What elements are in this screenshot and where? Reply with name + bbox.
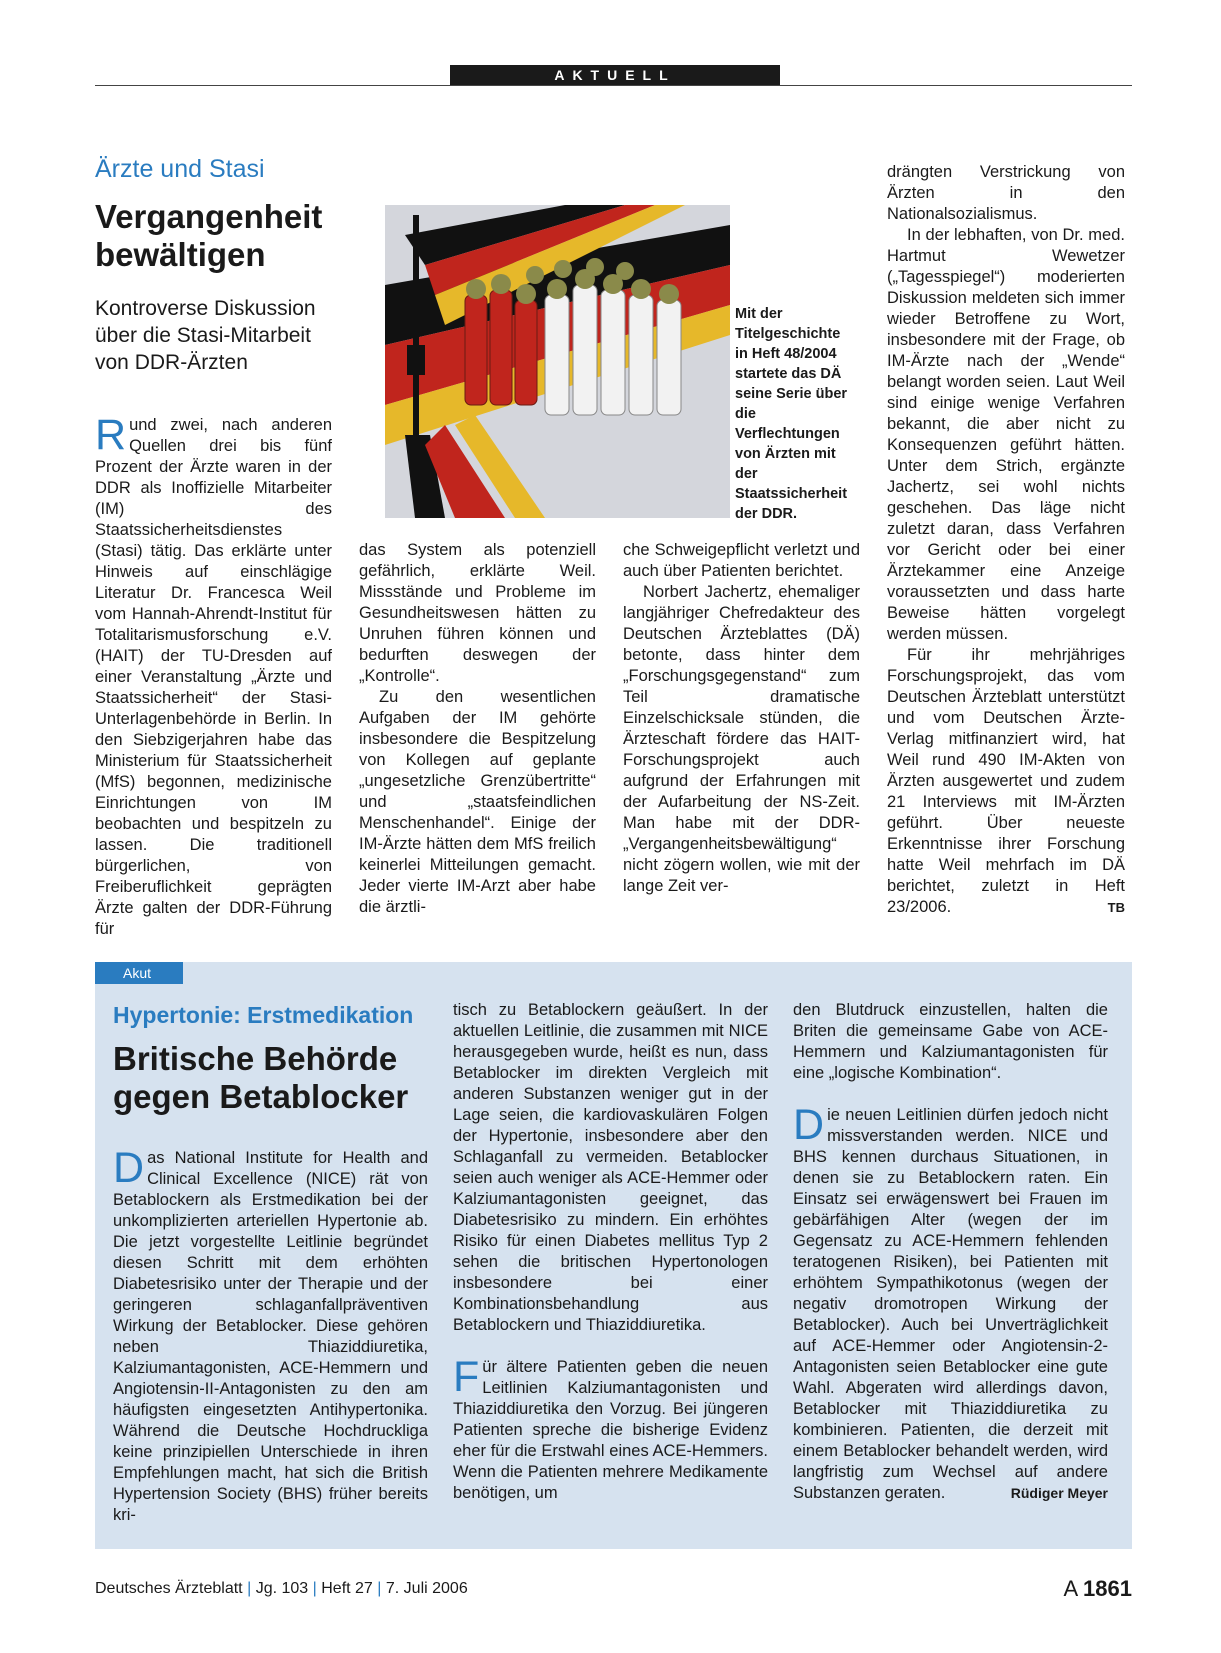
article2-dropcap-3: D	[793, 1101, 825, 1149]
article1-col2-p1: das System als potenziell gefährlich, erklärte Weil. Missstände und Probleme im Gesundheitswesen hätten zu Unruhen führen können und bedurften deswegen der „Kontrolle“.	[359, 541, 596, 685]
footer-journal: Deutsches Ärzteblatt	[95, 1580, 243, 1597]
image-caption: Mit der Titelgeschichte in Heft 48/2004 startete das DÄ seine Serie über die Verflechtungen von Ärzten mit der Staatssicherheit der DDR.	[735, 306, 848, 522]
stasi-illustration	[385, 205, 730, 518]
section-label: AKTUELL	[450, 65, 780, 86]
article2-col3-p2: ie neuen Leitlinien dürfen jedoch nicht missverstanden werden. NICE und BHS kennen durchaus Situationen, in denen sie zu Betablockern raten. Ein Einsatz sei erwägenswert bei Frauen im gebärfähigen Alter (wegen der im Gegensatz zu ACE-Hemmern fehlenden teratogenen Risiken), bei Patienten mit erhöhtem Sympathikotonus (wegen der negativ dromotropen Wirkung der Betablocker). Auch bei Unverträglichkeit auf ACE-Hemmer oder Angiotensin-2-Antagonisten seien Betablocker eine gute Wahl. Abgeraten wird allerdings davon, Betablocker mit Thiaziddiuretika zu kombinieren. Patienten, die derzeit mit einem Betablocker behandelt werden, wird langfristig zum Wechsel auf andere Substanzen geraten.	[793, 1106, 1108, 1502]
article1-column-4	[887, 162, 1125, 918]
article2-author: Rüdiger Meyer	[1010, 1485, 1108, 1501]
article2-column-3	[793, 1000, 1108, 1504]
article1-dropcap: R	[95, 411, 127, 459]
article2-col2-p1: tisch zu Betablockern geäußert. In der aktuellen Leitlinie, die zusammen mit NICE herausgegeben wurde, heißt es nun, dass Betablocker im direkten Vergleich mit anderen Substanzen weniger gut in der Lage seien, die kardiovaskulären Folgen der Hypertonie, insbesondere aber den Schlaganfall zu vermeiden. Betablocker seien auch weniger als ACE-Hemmer oder Kalziumantagonisten geeignet, das Diabetesrisiko zu mindern. Ein erhöhtes Risiko für einen Diabetes mellitus Typ 2 sehen die britischen Hypertonologen insbesondere bei einer Kombinationsbehandlung aus Betablockern und Thiaziddiuretika.	[453, 1001, 768, 1334]
article2-col3-p1: den Blutdruck einzustellen, halten die Briten die gemeinsame Gabe von ACE-Hemmern und Kalziumantagonisten für eine „logische Kombination“.	[793, 1001, 1108, 1082]
article2-col2-p2: ür ältere Patienten geben die neuen Leitlinien Kalziumantagonisten und Thiaziddiuretika den Vorzug. Bei jüngeren Patienten spreche die bisherige Evidenz eher für die Erstwahl eines ACE-Hemmers. Wenn die Patienten mehrere Medikamente benötigen, um	[453, 1358, 768, 1502]
article1-subhead: Kontroverse Diskussion über die Stasi-Mitarbeit von DDR-Ärzten	[95, 297, 316, 374]
page-prefix: A	[1063, 1576, 1077, 1601]
article2-dropcap-1: D	[113, 1144, 145, 1192]
article1-col4-p3	[887, 645, 1125, 918]
article1-col4-p3-text: Für ihr mehrjähriges Forschungsprojekt, das vom Deutschen Ärzteblatt unterstützt und vom Deutschen Ärzte-Verlag mitfinanziert wird, hat Weil rund 490 IM-Akten von Ärzten ausgewertet und zudem 21 Interviews mit IM-Ärzten geführt. Über neueste Erkenntnisse ihrer Forschung hatte Weil mehrfach im DÄ berichtet, zuletzt in Heft 23/2006.	[887, 646, 1125, 916]
article2-headline-line2: gegen Betablocker	[113, 1078, 409, 1115]
article2-dropcap-2: F	[453, 1353, 480, 1401]
page-number	[1063, 1576, 1132, 1602]
article1-col3-p1: che Schweigepflicht verletzt und auch über Patienten berichtet.	[623, 541, 860, 580]
footer-separator: |	[247, 1580, 252, 1597]
article1-column-2	[359, 540, 596, 918]
footer-separator: |	[377, 1580, 382, 1597]
article2-kicker: Hypertonie: Erstmedikation	[113, 1002, 414, 1028]
article1-col4-p2: In der lebhaften, von Dr. med. Hartmut Wewetzer („Tagesspiegel“) moderierten Diskussion meldeten sich immer wieder Betroffene zu Wort, insbesondere mit der Frage, ob IM-Ärzte nach der „Wende“ belangt worden seien. Laut Weil sind einige wenige Verfahren bekannt, die aber nicht zu Konsequenzen geführt hätten. Unter dem Strich, ergänzte Jachertz, sei wohl nichts geschehen. Das läge nicht zuletzt daran, dass Verfahren vor Gericht oder bei einer Ärztekammer eine Anzeige voraussetzten und dass harte Beweise hätten vorgelegt werden müssen.	[887, 226, 1125, 643]
page-footer	[95, 1576, 1132, 1601]
article2-headline	[113, 1040, 423, 1116]
article2-headline-line1: Britische Behörde	[113, 1040, 398, 1077]
article2-col1-text: as National Institute for Health and Clinical Excellence (NICE) rät von Betablockern als Erstmedikation bei der unkomplizierten arteriellen Hypertonie ab. Die jetzt vorgestellte Leitlinie begründet diesen Schritt mit dem erhöhten Diabetesrisiko unter der Therapie und der geringeren schlaganfallpräventiven Wirkung der Betablocker. Diese gehören neben Thiaziddiuretika, Kalziumantagonisten, ACE-Hemmern und Angiotensin-II-Antagonisten zu den am häufigsten eingesetzten Antihypertonika. Während die Deutsche Hochdruckliga keine prinzipiellen Unterschiede in ihren Empfehlungen macht, hat sich die British Hypertension Society (BHS) früher bereits kri-	[113, 1149, 428, 1524]
article1-col1-text: und zwei, nach anderen Quellen drei bis fünf Prozent der Ärzte waren in der DDR als Inoffizielle Mitarbeiter (IM) des Staatssicherheitsdienstes (Stasi) tätig. Das erklärte unter Hinweis auf einschlägige Literatur Dr. Francesca Weil vom Hannah-Ahrendt-Institut für Totalitarismusforschung e.V. (HAIT) der TU-Dresden auf einer Veranstaltung „Ärzte und Staatssicherheit“ der Stasi-Unterlagenbehörde in Berlin. In den Siebzigerjahren habe das Ministerium für Staatssicherheit (MfS) begonnen, medizinische Einrichtungen von IM beobachten und bespitzeln zu lassen. Die traditionell bürgerlichen, von Freiberuflichkeit geprägten Ärzte galten der DDR-Führung für	[95, 416, 332, 938]
article1-col4-p1: drängten Verstrickung von Ärzten in den Nationalsozialismus.	[887, 163, 1125, 223]
footer-volume: Jg. 103	[255, 1580, 309, 1597]
footer-separator: |	[312, 1580, 317, 1597]
article1-headline-line1: Vergangenheit	[95, 198, 323, 235]
article1-col3-p2: Norbert Jachertz, ehemaliger langjähriger Chefredakteur des Deutschen Ärzteblattes (DÄ) betonte, dass hinter dem „Forschungsgegenstand“ zum Teil dramatische Einzelschicksale stünden, die Ärzteschaft fördere das HAIT-Forschungsprojekt auch aufgrund der Erfahrungen mit der Aufarbeitung der NS-Zeit. Man habe mit der DDR-„Vergangenheitsbewältigung“ nicht zögern wollen, wie mit der lange Zeit ver-	[623, 583, 860, 895]
article1-headline	[95, 198, 395, 274]
header-rule	[95, 85, 1132, 86]
article1-kicker: Ärzte und Stasi	[95, 155, 265, 183]
akut-label: Akut	[95, 962, 183, 984]
article1-column-1	[95, 411, 332, 940]
page-number-value: 1861	[1083, 1576, 1132, 1601]
footer-date: 7. Juli 2006	[385, 1580, 468, 1597]
article2-column-2	[453, 1000, 768, 1504]
article1-headline-line2: bewältigen	[95, 236, 266, 273]
illustration-graphic	[385, 205, 730, 518]
footer-issue: Heft 27	[321, 1580, 373, 1597]
article1-col2-p2: Zu den wesentlichen Aufgaben der IM gehörte insbesondere die Bespitzelung von Kollegen auf geplante „ungesetzliche Grenzübertritte“ und „staatsfeindlichen Menschenhandel“. Einige der IM-Ärzte hätten dem MfS freilich keinerlei Mitteilungen gemacht. Jeder vierte IM-Arzt aber habe die ärztli-	[359, 688, 596, 916]
article1-column-3	[623, 540, 860, 897]
article2-column-1	[113, 1144, 428, 1526]
article1-author: TB	[1107, 900, 1125, 915]
